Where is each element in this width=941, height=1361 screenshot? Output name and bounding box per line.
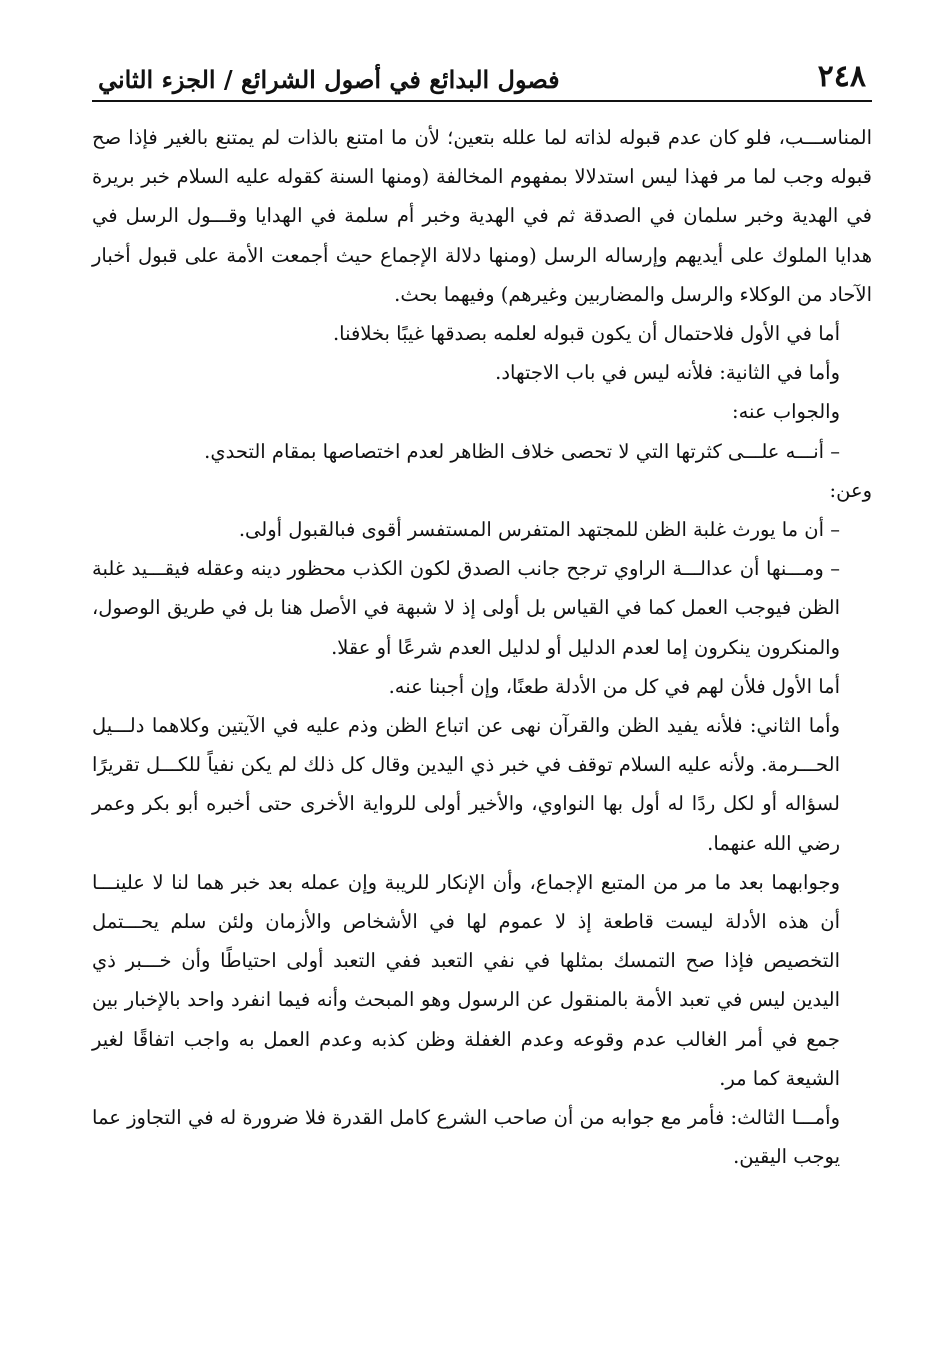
page-body [92,118,872,1176]
paragraph-2: أما في الأول فلاحتمال أن يكون قبوله لعلمه بصدقها غيبًا بخلافنا. [332,322,840,346]
paragraph-8: – ومـــنها أن عدالـــة الراوي ترجح جانب الصدق لكون الكذب محظور دينه وعقله فيقـــيد غلبة الظن فيوجب العمل كما في القياس بل أولى إذ لا شبهة في الأصل هنا بل في طريق الوصول، والمنكرون ينكرون إما لعدم الدليل أو لدليل العدم شرعًا أو عقلا. [92,557,840,659]
page-number: ٢٤٨ [817,59,866,94]
paragraph-7: – أن ما يورث غلبة الظن للمجتهد المتفرس المستفسر أقوى فبالقبول أولى. [238,518,840,542]
paragraph-6: وعن: [829,478,872,502]
paragraph-12: وأمـــا الثالث: فأمر مع جوابه من أن صاحب الشرع كامل القدرة فلا ضرورة له في التجاوز عما يوجب اليقين. [92,1106,840,1169]
paragraph-9: أما الأول فلأن لهم في كل من الأدلة طعنًا، وإن أجبنا عنه. [388,674,840,698]
paragraph-10: وأما الثاني: فلأنه يفيد الظن والقرآن نهى عن اتباع الظن وذم عليه في الآيتين وكلاهما دلـــيل الحـــرمة. ولأنه عليه السلام توقف في خبر ذي اليدين وقال كل ذلك لم يكن نفياً للكـــل تقريرًا لسؤاله أو لكل ردًا له أول بها النواوي، والأخير أولى للرواية الأخرى حتى أخبره أبو بكر وعمر رضي الله عنهما. [92,714,840,855]
paragraph-3: وأما في الثانية: فلأنه ليس في باب الاجتهاد. [495,361,840,385]
page-header [92,48,872,102]
paragraph-11: وجوابهما بعد ما مر من المتبع الإجماع، وأن الإنكار للريبة وإن عمله بعد خبر هما لنا لا علينـــا أن هذه الأدلة ليست قاطعة إذ لا عموم لها في الأشخاص والأزمان ولئن سلم يحـــتمل التخصيص فإذا صح التمسك بمثلها في نفي التعبد ففي التعبد أولى احتياطًا وأن خـــبر ذي اليدين ليس في تعبد الأمة بالمنقول عن الرسول وهو المبحث وأنه فيما انفرد واحد بالإخبار بين جمع في أمر الغالب عدم وقوعه وعدم الغفلة وظن كذبه وعدم العمل به واجب اتفاقًا لغير الشيعة كما مر. [92,870,840,1090]
paragraph-4: والجواب عنه: [732,400,840,424]
running-title: فصول البدائع في أصول الشرائع / الجزء الثاني [98,65,560,94]
book-page [92,48,872,1176]
paragraph-1: المناســـب، فلو كان عدم قبوله لذاته لما علله بتعين؛ لأن ما امتنع بالذات لم يمتنع بالغير فإذا صح قبوله وجب لما مر فهذا ليس استدلالا بمفهوم المخالفة (ومنها السنة كقوله عليه السلام خبر بريرة في الهدية وخبر سلمان في الصدقة ثم في الهدية وخبر أم سلمة في الهدايا وقـــول الرسل في هدايا الملوك على أيديهم وإرساله الرسل (ومنها دلالة الإجماع حيث أجمعت الأمة على قبول أخبار الآحاد من الوكلاء والرسل والمضاربين وغيرهم) وفيهما بحث. [92,126,872,306]
paragraph-5: – أنـــه علـــى كثرتها التي لا تحصى خلاف الظاهر لعدم اختصاصها بمقام التحدي. [204,439,840,463]
